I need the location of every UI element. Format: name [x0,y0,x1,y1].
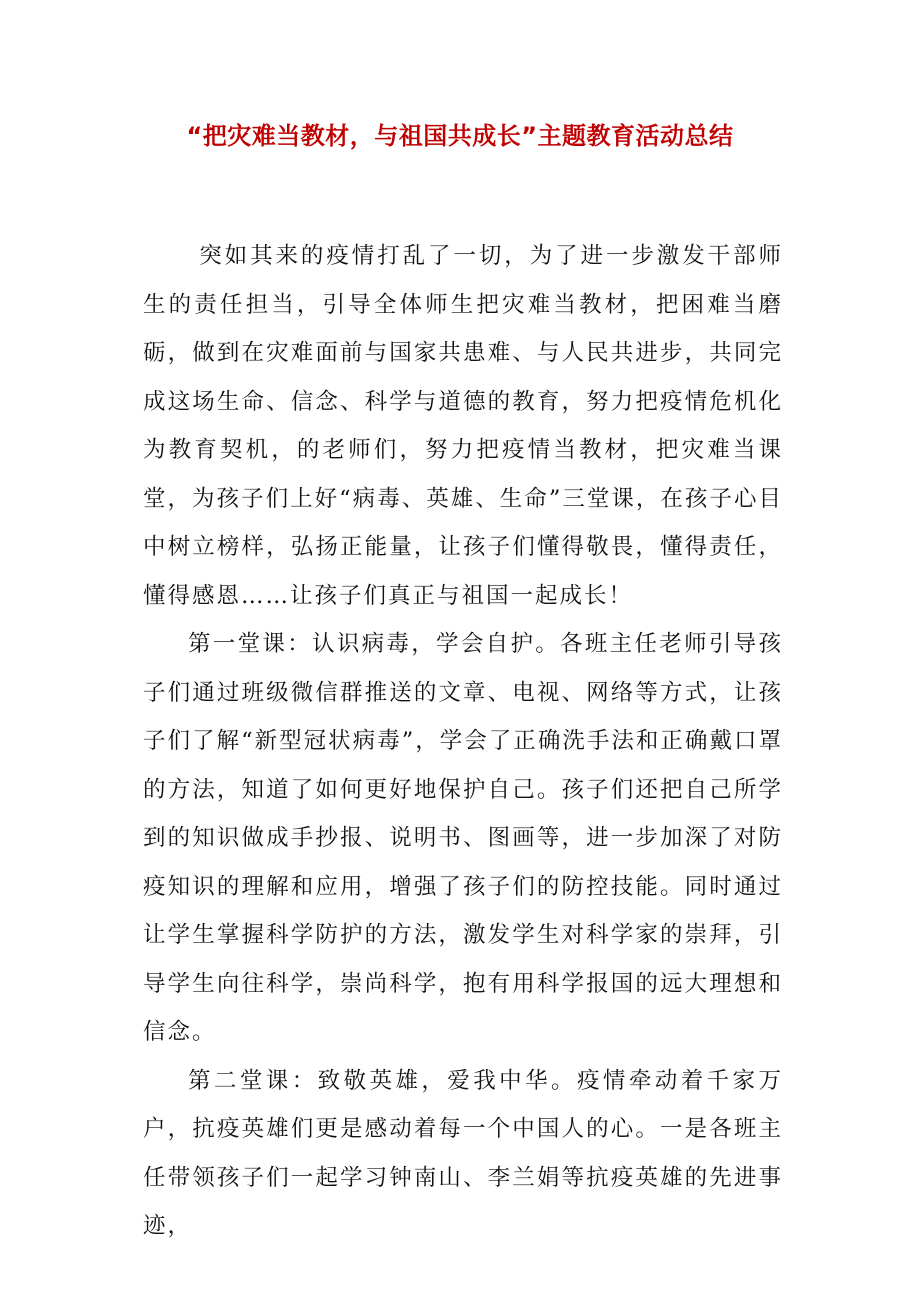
document-title: “把灾难当教材，与祖国共成长”主题教育活动总结 [186,122,734,150]
paragraph-intro: 突如其来的疫情打乱了一切，为了进一步激发干部师生的责任担当，引导全体师生把灾难当教材，把困难当磨砺，做到在灾难面前与国家共患难、与人民共进步，共同完成这场生命、信念、科学与道德的教育，努力把疫情危机化为教育契机，的老师们，努力把疫情当教材，把灾难当课堂，为孩子们上好“病毒、英雄、生命”三堂课，在孩子心目中树立榜样，弘扬正能量，让孩子们懂得敬畏，懂得责任，懂得感恩……让孩子们真正与祖国一起成长！ [143,243,783,609]
document-body [143,232,783,1251]
paragraph-lesson-one: 第一堂课：认识病毒，学会自护。各班主任老师引导孩子们通过班级微信群推送的文章、电视、网络等方式，让孩子们了解“新型冠状病毒”，学会了正确洗手法和正确戴口罩的方法，知道了如何更好地保护自己。孩子们还把自己所学到的知识做成手抄报、说明书、图画等，进一步加深了对防疫知识的理解和应用，增强了孩子们的防控技能。同时通过让学生掌握科学防护的方法，激发学生对科学家的崇拜，引导学生向往科学，崇尚科学，抱有用科学报国的远大理想和信念。 [143,631,783,1045]
paragraph-lesson-two: 第二堂课：致敬英雄，爱我中华。疫情牵动着千家万户，抗疫英雄们更是感动着每一个中国人的心。一是各班主任带领孩子们一起学习钟南山、李兰娟等抗疫英雄的先进事迹， [143,1067,783,1239]
